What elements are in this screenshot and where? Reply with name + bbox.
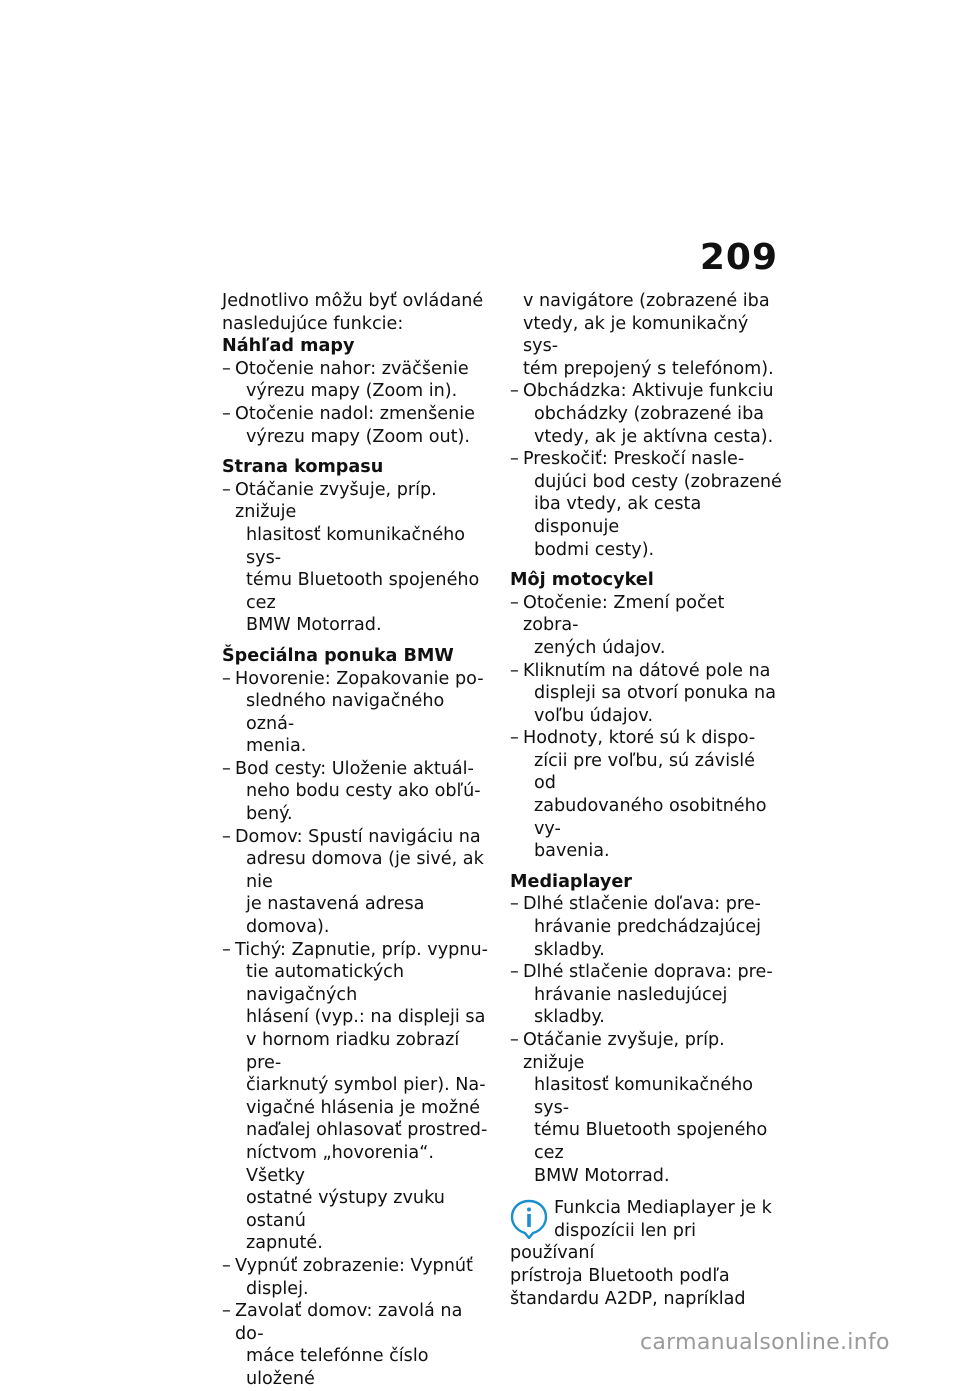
info-note [510,1197,782,1310]
bullet-list [510,380,782,561]
bullet-list [510,893,782,1187]
text-line: je nastavená adresa domova). [246,894,425,938]
text-line: dujúci bod cesty (zobrazené [534,471,782,492]
text-line: BMW Motorrad. [246,615,382,636]
text-line: sledného navigačného ozná- [246,691,445,734]
bullet-dash: – [222,1255,231,1276]
text-line: adresu domova (je sivé, ak nie [246,849,484,892]
bullet-list [222,479,494,637]
list-item [510,448,782,561]
text-line: tému Bluetooth spojeného cez [534,1120,768,1163]
bullet-dash: – [510,728,519,749]
list-item [510,1029,782,1187]
text-line: bený. [246,804,293,825]
text-line: naďalej ohlasovať prostred- [246,1120,488,1141]
text-line: hrávanie predchádzajúcej [534,917,762,938]
bullet-list [222,358,494,448]
text-line: voľbu údajov. [534,705,654,726]
list-item [222,668,494,758]
text-line: níctvom „hovorenia“. Všetky [246,1142,434,1186]
text-line: prístroja Bluetooth podľa [510,1265,730,1286]
bullet-list [222,668,494,1391]
bullet-dash: – [510,592,519,613]
section-heading: Strana kompasu [222,457,384,478]
section-heading: Môj motocykel [510,570,654,591]
bullet-dash: – [222,758,231,779]
bullet-dash: – [222,826,231,847]
text-line: skladby. [534,939,605,960]
bullet-dash: – [222,479,231,500]
list-item [510,961,782,1029]
continued-item [510,290,782,380]
bullet-dash: – [510,1030,519,1050]
text-line: hlasitosť komunikačného sys- [246,524,466,568]
text-line: zapnuté. [246,1233,323,1254]
text-line: tému Bluetooth spojeného cez [246,570,480,613]
section-heading: Náhľad mapy [222,336,355,357]
list-item [222,1255,494,1300]
text-line: Otočenie nahor: zväčšenie [235,358,469,379]
text-line: Otočenie nadol: zmenšenie [235,403,475,424]
list-item [222,403,494,448]
text-line: dispozícii len pri používaní [510,1220,697,1264]
text-line: BMW Motorrad. [534,1165,670,1186]
text-line: obchádzky (zobrazené iba [534,403,765,424]
text-line: displej. [246,1278,309,1299]
right-column [510,290,782,1310]
text-line: Tichý: Zapnutie, príp. vypnu- [235,939,488,960]
text-line: Hodnoty, ktoré sú k dispo- [523,728,756,749]
text-line: Preskočiť: Preskočí nasle- [523,449,745,470]
text-line: Dlhé stlačenie doľava: pre- [523,894,761,915]
list-item [510,893,782,961]
list-item [510,592,782,660]
text-line: bavenia. [534,841,610,862]
bullet-list [510,592,782,863]
text-line: ostatné výstupy zvuku ostanú [246,1188,445,1231]
bullet-dash: – [222,1301,231,1322]
text-line: hrávanie nasledujúcej skladby. [534,984,728,1028]
footer-watermark: carmanualsonline.info [640,1330,890,1355]
text-line: Obchádzka: Aktivuje funkciu [523,381,774,402]
text-line: v hornom riadku zobrazí pre- [246,1030,460,1073]
text-line: vtedy, ak je komunikačný sys- [523,313,749,357]
bullet-dash: – [510,449,519,470]
text-line: Kliknutím na dátové pole na [523,660,771,681]
text-line: vigačné hlásenia je možné [246,1097,481,1118]
text-line: máce telefónne číslo uložené [246,1346,429,1389]
list-item [222,758,494,826]
left-column [222,290,494,1391]
page-number: 209 [699,237,778,278]
text-line: zených údajov. [534,637,666,658]
list-item [510,380,782,448]
list-item [222,826,494,939]
section-heading: Špeciálna ponuka BMW [222,645,454,666]
bullet-dash: – [510,962,519,983]
list-item [222,479,494,637]
info-icon [510,1199,548,1239]
text-line: zabudovaného osobitného vy- [534,796,767,839]
bullet-dash: – [510,894,519,915]
text-line: Otočenie: Zmení počet zobra- [523,592,725,636]
text-line: Zavolať domov: zavolá na do- [235,1301,463,1344]
list-item [510,727,782,863]
text-line: hlasitosť komunikačného sys- [534,1075,754,1118]
text-line: Vypnúť zobrazenie: Vypnúť [235,1255,473,1276]
text-line: menia. [246,736,307,757]
list-item [222,939,494,1255]
text-line: Funkcia Mediaplayer je k [554,1198,772,1219]
text-line: štandardu A2DP, napríklad [510,1288,746,1309]
text-line: tém prepojený s telefónom). [523,358,774,379]
text-line: Dlhé stlačenie doprava: pre- [523,962,773,983]
list-item [510,660,782,728]
intro-line: Jednotlivo môžu byť ovládané [222,291,484,311]
text-line: Hovorenie: Zopakovanie po- [235,668,484,689]
section-heading: Mediaplayer [510,871,632,892]
text-line: Otáčanie zvyšuje, príp. znižuje [235,479,437,523]
text-line: displeji sa otvorí ponuka na [534,683,776,704]
bullet-dash: – [510,660,519,681]
text-line: čiarknutý symbol pier). Na- [246,1075,486,1096]
text-line: výrezu mapy (Zoom out). [246,426,471,447]
text-line: bodmi cesty). [534,539,655,560]
text-line: Domov: Spustí navigáciu na [235,826,481,847]
text-line: vtedy, ak je aktívna cesta). [534,426,774,447]
text-line: zícii pre voľbu, sú závislé od [534,750,755,794]
text-line: iba vtedy, ak cesta disponuje [534,494,702,537]
bullet-dash: – [222,403,231,424]
text-line: Bod cesty: Uloženie aktuál- [235,758,474,779]
bullet-dash: – [222,939,231,960]
bullet-dash: – [510,381,519,402]
text-line: výrezu mapy (Zoom in). [246,381,458,402]
text-line: hlásení (vyp.: na displeji sa [246,1007,486,1028]
list-item [222,1300,494,1390]
bullet-dash: – [222,358,231,379]
bullet-dash: – [222,668,231,689]
text-line: tie automatických navigačných [246,962,404,1005]
text-line: v navigátore (zobrazené iba [523,291,770,311]
list-item [222,358,494,403]
intro-line: nasledujúce funkcie: [222,313,404,334]
text-line: neho bodu cesty ako obľú- [246,781,481,802]
text-line: Otáčanie zvyšuje, príp. znižuje [523,1030,725,1073]
